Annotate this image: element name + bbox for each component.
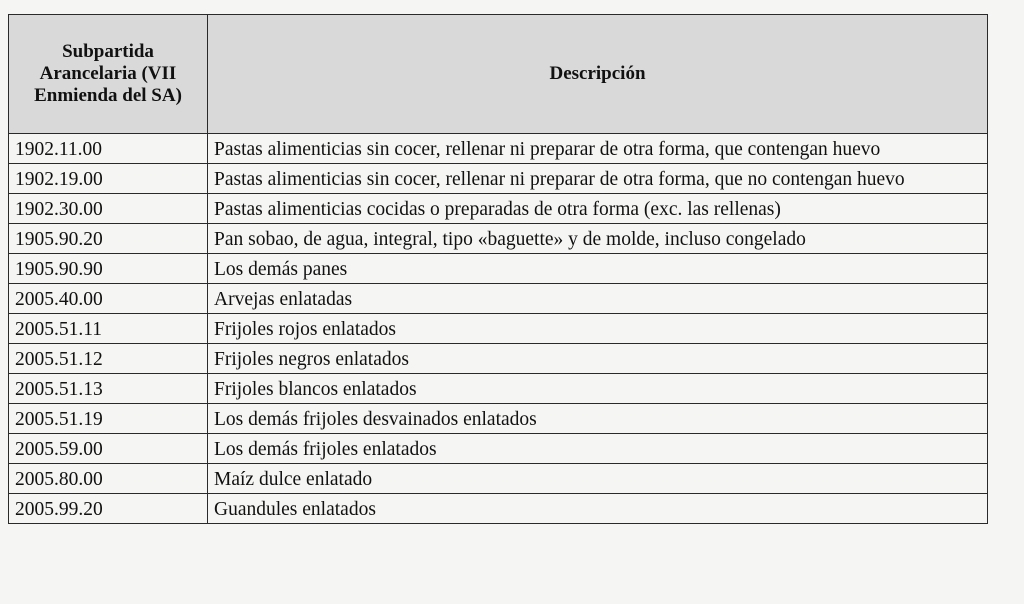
table-row [9, 404, 988, 434]
row-code: 2005.99.20 [9, 494, 208, 524]
row-code: 2005.59.00 [9, 434, 208, 464]
row-code: 1902.19.00 [9, 164, 208, 194]
row-description: Guandules enlatados [208, 494, 988, 524]
row-description: Arvejas enlatadas [208, 284, 988, 314]
table-row [9, 314, 988, 344]
row-description: Los demás frijoles enlatados [208, 434, 988, 464]
tariff-table [8, 14, 988, 524]
table-row [9, 434, 988, 464]
table-row [9, 134, 988, 164]
table-row [9, 194, 988, 224]
row-description: Los demás panes [208, 254, 988, 284]
row-description: Pan sobao, de agua, integral, tipo «baguette» y de molde, incluso congelado [208, 224, 988, 254]
table-row [9, 494, 988, 524]
row-code: 2005.40.00 [9, 284, 208, 314]
row-description: Maíz dulce enlatado [208, 464, 988, 494]
table-row [9, 464, 988, 494]
table-header-row [9, 15, 988, 134]
row-description: Pastas alimenticias cocidas o preparadas de otra forma (exc. las rellenas) [208, 194, 988, 224]
row-description: Frijoles rojos enlatados [208, 314, 988, 344]
row-code: 2005.80.00 [9, 464, 208, 494]
row-code: 2005.51.12 [9, 344, 208, 374]
table-row [9, 374, 988, 404]
row-code: 2005.51.19 [9, 404, 208, 434]
row-code: 1902.11.00 [9, 134, 208, 164]
row-code: 1902.30.00 [9, 194, 208, 224]
row-description: Pastas alimenticias sin cocer, rellenar ni preparar de otra forma, que contengan huevo [208, 134, 988, 164]
row-description: Frijoles negros enlatados [208, 344, 988, 374]
table-row [9, 224, 988, 254]
table-row [9, 254, 988, 284]
header-description: Descripción [208, 15, 988, 134]
header-code: Subpartida Arancelaria (VII Enmienda del SA) [9, 15, 208, 134]
table-row [9, 284, 988, 314]
row-description: Pastas alimenticias sin cocer, rellenar ni preparar de otra forma, que no contengan huevo [208, 164, 988, 194]
row-description: Los demás frijoles desvainados enlatados [208, 404, 988, 434]
row-description: Frijoles blancos enlatados [208, 374, 988, 404]
table-row [9, 344, 988, 374]
row-code: 1905.90.20 [9, 224, 208, 254]
row-code: 2005.51.11 [9, 314, 208, 344]
table-row [9, 164, 988, 194]
row-code: 1905.90.90 [9, 254, 208, 284]
row-code: 2005.51.13 [9, 374, 208, 404]
